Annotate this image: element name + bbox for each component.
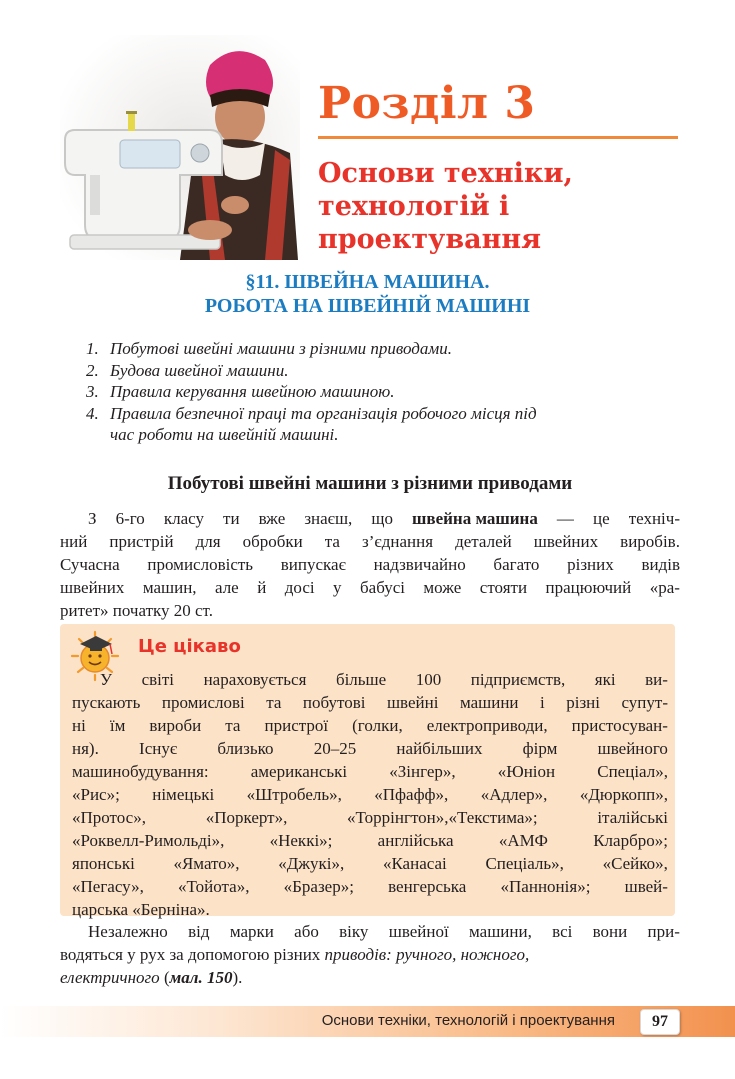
plan-item-text: Побутові швейні машини з різними приводами. [110, 339, 452, 358]
word: «Канасаі [382, 854, 447, 873]
word: «Зінгер», [389, 762, 456, 781]
section-heading-line: РОБОТА НА ШВЕЙНІЙ МАШИНІ [204, 295, 531, 317]
paragraph-line [60, 576, 680, 599]
word: машин, [142, 578, 197, 597]
word: найбільших [396, 739, 483, 758]
word: венгерська [388, 877, 467, 896]
word: машини, [469, 922, 532, 941]
paragraph-line [60, 553, 680, 576]
footer-chapter-name: Основи техніки, технологій і проектування [321, 1012, 615, 1029]
word: близько [217, 739, 274, 758]
chapter-title: Розділ 3 [318, 78, 536, 129]
line-text: царська «Берніна». [72, 900, 210, 919]
paragraph-line [72, 737, 668, 760]
word: швейні [386, 693, 439, 712]
word: англійська [377, 831, 454, 850]
paragraph-line [72, 760, 668, 783]
line-text [72, 852, 668, 875]
word: досі [284, 578, 315, 597]
word: «Рис»; [72, 785, 120, 804]
word: працюючий [545, 578, 632, 597]
word: й [257, 578, 267, 597]
word: пускають [72, 693, 141, 712]
word: — [556, 509, 574, 528]
word: від [188, 922, 210, 941]
word: промислові [161, 693, 245, 712]
word: «Сейко», [602, 854, 668, 873]
word: ти [223, 509, 240, 528]
paragraph-line [72, 714, 668, 737]
word: вже [258, 509, 286, 528]
line-text [72, 806, 668, 829]
chapter-subtitle-line: Основи техніки, [318, 158, 573, 189]
plan-item-continuation: час роботи на швейній машині. [110, 425, 339, 444]
word: та [266, 693, 282, 712]
closing-paragraph [60, 920, 680, 989]
word: «Джукі», [278, 854, 345, 873]
word: випускає [280, 555, 346, 574]
paragraph-line [72, 806, 668, 829]
word: «Паннонія»; [500, 877, 591, 896]
word: які [594, 670, 616, 689]
word: «Поркерт», [205, 808, 288, 827]
drive-types-italic: приводів: ручного, ножного, [324, 945, 530, 964]
paragraph-line [72, 829, 668, 852]
plan-item [86, 360, 686, 382]
word: «АМФ [498, 831, 548, 850]
word: 20–25 [313, 739, 357, 758]
word: німецькі [152, 785, 215, 804]
paragraph-line [72, 783, 668, 806]
word: їм [109, 716, 126, 735]
word: У [100, 670, 113, 689]
plan-item-number: 1. [86, 339, 99, 358]
word: марки [229, 922, 274, 941]
word: світі [141, 670, 175, 689]
word: «Пфафф», [374, 785, 449, 804]
word: «Тойота», [178, 877, 250, 896]
plan-item-text: Будова швейної машини. [110, 360, 289, 380]
plan-item-number: 4. [86, 403, 99, 423]
plan-item [86, 338, 686, 360]
word: З [88, 509, 97, 528]
word: що [371, 509, 393, 528]
word: побутові [302, 693, 366, 712]
word: вироби [149, 716, 202, 735]
word: «Торрінгтон»,«Текстима»; [347, 808, 538, 827]
word: підприємств, [470, 670, 566, 689]
word: «Бразер»; [283, 877, 354, 896]
line-text [72, 829, 668, 852]
info-box-title: Це цікаво [138, 636, 241, 657]
word: це [592, 509, 610, 528]
lesson-plan-list [86, 338, 686, 446]
word: але [215, 578, 239, 597]
paragraph-line [72, 898, 668, 921]
line-text [72, 783, 668, 806]
paragraph-line [60, 530, 680, 553]
word: швейних [533, 532, 599, 551]
word: «Неккі»; [269, 831, 333, 850]
word: Сучасна [60, 555, 120, 574]
word: «Роквелл-Римольді», [72, 831, 225, 850]
word: видів [641, 555, 680, 574]
info-box-text [72, 668, 668, 921]
word: нараховується [203, 670, 307, 689]
plan-item [86, 403, 686, 425]
word: віку [339, 922, 369, 941]
word: машинобудування: [72, 762, 209, 781]
plan-item [86, 381, 686, 403]
paragraph-line [60, 599, 680, 622]
word: Кларбро»; [593, 831, 668, 850]
line-text [72, 737, 668, 760]
word: пристрої [264, 716, 329, 735]
page-number: 97 [640, 1009, 680, 1035]
word: більше [335, 670, 387, 689]
paragraph-line [72, 875, 668, 898]
word: Спеціал», [597, 762, 668, 781]
word: «Ямато», [173, 854, 240, 873]
subsection-heading: Побутові швейні машини з різними приводами [167, 473, 573, 494]
word: ня). [72, 739, 99, 758]
word: ний [60, 532, 88, 551]
word: Існує [139, 739, 178, 758]
word: класу [163, 509, 204, 528]
word: швей- [624, 877, 668, 896]
word: обробки [242, 532, 303, 551]
line-text [60, 553, 680, 576]
word: швейного [597, 739, 668, 758]
line-text [60, 576, 680, 599]
plan-item-text: Правила безпечної праці та організація робочого місця під [110, 403, 537, 423]
word: з’єднання [362, 532, 434, 551]
figure-reference: мал. 150 [169, 968, 233, 987]
word: «Штробель», [246, 785, 342, 804]
line-text [72, 760, 668, 783]
word: багато [493, 555, 540, 574]
word: різні [566, 693, 600, 712]
line-text [88, 920, 680, 943]
word: всі [552, 922, 573, 941]
word: у [333, 578, 342, 597]
word: промисловість [147, 555, 254, 574]
word: деталей [455, 532, 512, 551]
word: пристосуван- [571, 716, 668, 735]
word: «Юніон [497, 762, 556, 781]
chapter-subtitle-line: проектування [318, 224, 542, 255]
line-text [72, 691, 668, 714]
chapter-title-rule [318, 136, 678, 139]
chapter-subtitle-line: технологій і [318, 191, 510, 222]
word: 100 [415, 670, 442, 689]
paragraph-line [60, 920, 680, 943]
word: «Дюркопп», [579, 785, 668, 804]
plan-item-number: 3. [86, 382, 99, 401]
word: «Протос», [72, 808, 146, 827]
word: ви- [645, 670, 668, 689]
drive-type-italic: електричного [60, 968, 160, 987]
word: надзвичайно [373, 555, 466, 574]
word: швейної [388, 922, 449, 941]
paren-close: ). [232, 968, 243, 987]
word: для [195, 532, 221, 551]
word: або [294, 922, 319, 941]
plan-item-text: Правила керування швейною машиною. [110, 382, 395, 401]
word: ні [72, 716, 86, 735]
term-bold: швейна машина [412, 509, 538, 528]
chapter-subtitle [318, 157, 688, 256]
word: Спеціаль», [485, 854, 564, 873]
word: японські [72, 854, 135, 873]
paren-open: ( [159, 968, 170, 987]
hero-sewing-machine-photo [60, 35, 300, 260]
word: техніч- [628, 509, 680, 528]
word: «Адлер», [480, 785, 548, 804]
paragraph-line [72, 668, 668, 691]
section-heading [100, 270, 635, 318]
word: (голки, [352, 716, 403, 735]
word: вони [592, 922, 628, 941]
word: американські [250, 762, 348, 781]
paragraph-line [60, 943, 680, 966]
word: та [225, 716, 241, 735]
word: при- [647, 922, 680, 941]
line-text-plain: водяться у рух за допомогою різних [60, 945, 325, 964]
word: швейних [60, 578, 125, 597]
word: Незалежно [88, 922, 168, 941]
paragraph-line [72, 691, 668, 714]
word: знаєш, [304, 509, 353, 528]
line-text: ритет» початку 20 ст. [60, 601, 213, 620]
line-text [72, 714, 668, 737]
word: різних [567, 555, 614, 574]
word: електроприводи, [426, 716, 548, 735]
word: фірм [522, 739, 558, 758]
line-text [60, 943, 529, 966]
word: «Пегасу», [72, 877, 144, 896]
paragraph-line [60, 966, 680, 989]
word: стояти [479, 578, 528, 597]
plan-item-number: 2. [86, 360, 99, 380]
section-heading-line: §11. ШВЕЙНА МАШИНА. [245, 271, 490, 293]
intro-paragraph [60, 507, 680, 622]
word: бабусі [360, 578, 405, 597]
word: та [324, 532, 340, 551]
line-text [60, 530, 680, 553]
word: виробів. [620, 532, 680, 551]
word: супут- [621, 693, 668, 712]
line-text [60, 966, 242, 989]
word: може [423, 578, 462, 597]
word: машини [459, 693, 519, 712]
line-text [72, 875, 668, 898]
line-text [100, 668, 668, 691]
paragraph-line [72, 852, 668, 875]
word: пристрій [109, 532, 174, 551]
paragraph-line [60, 507, 680, 530]
word: 6-го [115, 509, 145, 528]
word: і [540, 693, 545, 712]
word: італійські [597, 808, 668, 827]
word: «ра- [649, 578, 680, 597]
